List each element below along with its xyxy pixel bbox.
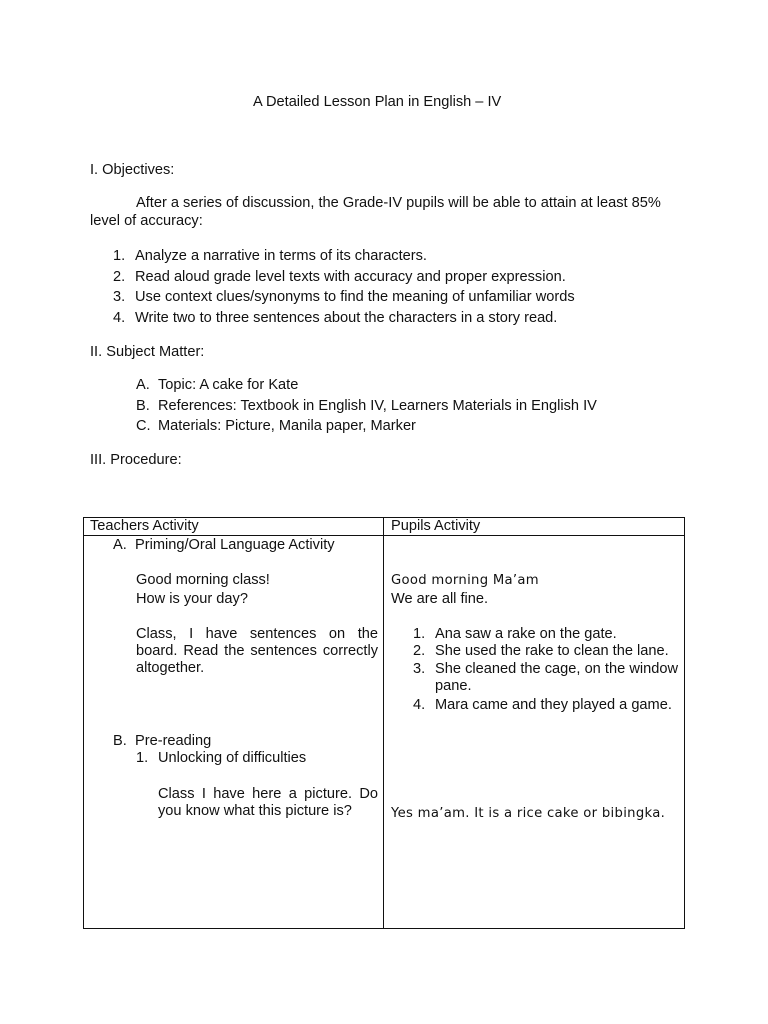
objective-item: 3. Use context clues/synonyms to find the meaning of unfamiliar words	[113, 289, 575, 305]
objective-item: 4. Write two to three sentences about the characters in a story read.	[113, 310, 558, 326]
objectives-intro-line2: level of accuracy:	[90, 213, 203, 229]
sub-item-unlocking: 1. Unlocking of difficulties	[136, 750, 307, 766]
pupil-answer: Yes ma’am. It is a rice cake or bibingka.	[391, 806, 666, 821]
teacher-greeting: Good morning class!	[136, 572, 270, 588]
pupil-greeting: Good morning Ma’am	[391, 573, 539, 588]
teachers-activity-header: Teachers Activity	[90, 518, 199, 534]
subject-matter-heading: II. Subject Matter:	[90, 344, 205, 360]
sentence-item: 3. She cleaned the cage, on the window pane.	[413, 661, 678, 694]
objectives-intro-line1: After a series of discussion, the Grade-IV pupils will be able to attain at least 85%	[136, 195, 661, 211]
objective-item: 1. Analyze a narrative in terms of its characters.	[113, 248, 427, 264]
sentence-item: 4. Mara came and they played a game.	[413, 697, 672, 713]
sentence-item: 2. She used the rake to clean the lane.	[413, 643, 669, 659]
pupil-response: We are all fine.	[391, 591, 489, 607]
section-a-heading: A. Priming/Oral Language Activity	[113, 537, 335, 553]
subject-matter-item: A. Topic: A cake for Kate	[136, 377, 299, 393]
table-header-divider	[83, 535, 685, 536]
page-title: A Detailed Lesson Plan in English – IV	[253, 94, 502, 110]
teacher-question-day: How is your day?	[136, 591, 248, 607]
subject-matter-item: B. References: Textbook in English IV, Learners Materials in English IV	[136, 398, 597, 414]
sentence-item: 1. Ana saw a rake on the gate.	[413, 626, 617, 642]
objective-item: 2. Read aloud grade level texts with accuracy and proper expression.	[113, 269, 566, 285]
teacher-picture-question: Class I have here a picture. Do you know what this picture is?	[158, 786, 378, 819]
subject-matter-item: C. Materials: Picture, Manila paper, Marker	[136, 418, 416, 434]
table-column-divider	[383, 517, 384, 929]
pupils-activity-header: Pupils Activity	[391, 518, 481, 534]
teacher-instruction: Class, I have sentences on the board. Read the sentences correctly altogether.	[136, 626, 378, 676]
objectives-heading: I. Objectives:	[90, 162, 175, 178]
section-b-heading: B. Pre-reading	[113, 733, 212, 749]
procedure-heading: III. Procedure:	[90, 452, 182, 468]
